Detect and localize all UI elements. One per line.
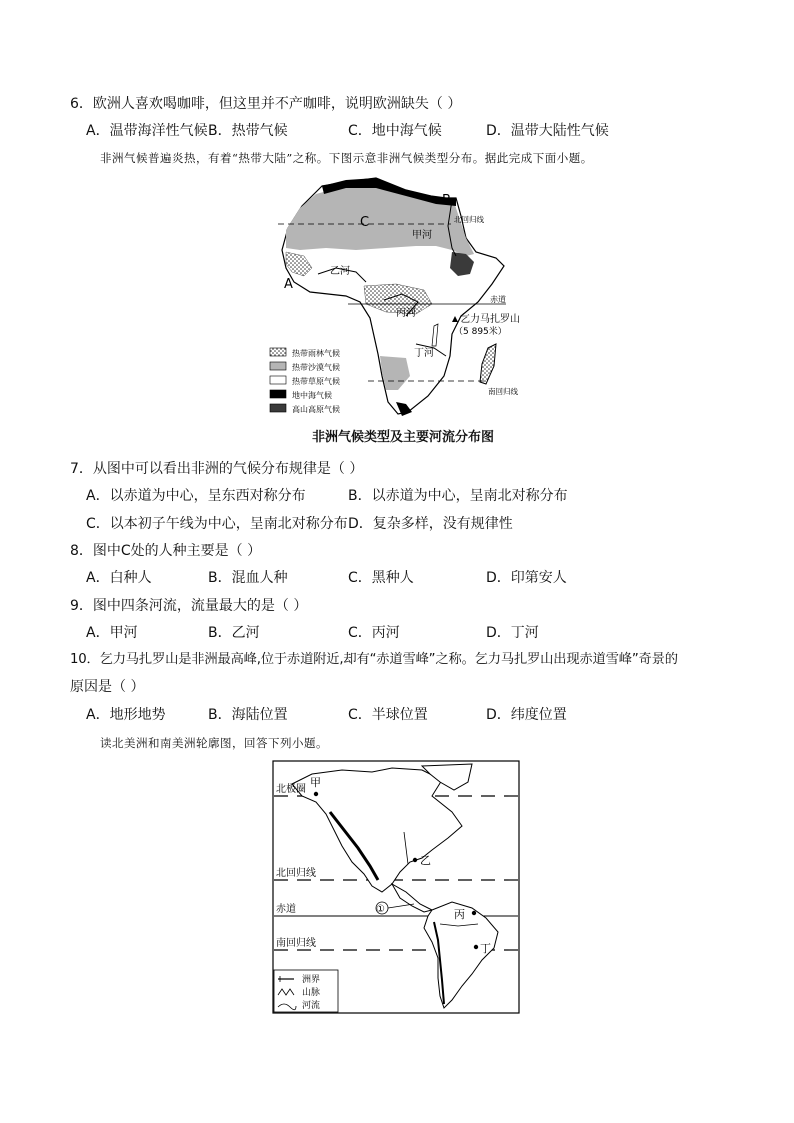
label-ding: 丁河	[414, 348, 434, 359]
q8-option-a[interactable]: A．白种人	[86, 570, 152, 586]
americas-outline-map	[272, 760, 520, 1014]
q7-option-c[interactable]: C．以本初子午线为中心，呈南北对称分布	[86, 516, 348, 532]
point-yi	[413, 858, 417, 862]
americas-legend	[274, 970, 338, 1012]
legend-label-desert: 热带沙漠气候	[292, 363, 340, 372]
q9-option-d[interactable]: D．丁河	[486, 625, 539, 641]
america-intro-text: 读北美洲和南美洲轮廓图，回答下列小题。	[100, 736, 328, 750]
label-arctic-circle: 北极圈	[276, 784, 306, 795]
label-yi: 乙	[420, 854, 431, 867]
point-bing	[472, 911, 476, 915]
question-6-stem: 6．欧洲人喜欢喝咖啡，但这里并不产咖啡，说明欧洲缺失（ ）	[70, 96, 462, 112]
africa-climate-map	[256, 176, 546, 421]
label-bing: 丙	[454, 908, 465, 921]
label-circle-1: ①	[376, 904, 385, 915]
label-tropic-south: 南回归线	[488, 387, 518, 396]
q9-option-a[interactable]: A．甲河	[86, 625, 138, 641]
label-jia: 甲	[310, 776, 321, 789]
question-8-stem: 8．图中C处的人种主要是（ ）	[70, 543, 262, 559]
legend-label-mediterranean: 地中海气候	[292, 391, 332, 400]
legend-label-rivers: 河流	[302, 1001, 321, 1011]
q7-option-a[interactable]: A．以赤道为中心，呈东西对称分布	[86, 488, 306, 504]
question-7-stem: 7．从图中可以看出非洲的气候分布规律是（ ）	[70, 461, 364, 477]
q8-option-d[interactable]: D．印第安人	[486, 570, 567, 586]
legend-label-mountains: 山脉	[302, 988, 321, 998]
q10-option-c[interactable]: C．半球位置	[348, 707, 428, 723]
legend-label-rainforest: 热带雨林气候	[292, 349, 340, 358]
q8-option-c[interactable]: C．黑种人	[348, 570, 414, 586]
legend-label-savanna: 热带草原气候	[292, 377, 340, 386]
africa-map-title: 非洲气候类型及主要河流分布图	[312, 430, 495, 445]
legend-label-boundary: 洲界	[302, 975, 321, 985]
legend-label-highland: 高山高原气候	[292, 405, 340, 414]
label-equator: 赤道	[490, 295, 506, 304]
africa-legend	[270, 348, 340, 414]
label-yi: 乙河	[330, 266, 350, 277]
label-equator: 赤道	[276, 904, 296, 915]
point-ding	[474, 945, 478, 949]
label-b: B	[442, 193, 451, 208]
q9-option-b[interactable]: B．乙河	[208, 625, 260, 641]
q6-option-a[interactable]: A．温带海洋性气候	[86, 123, 208, 139]
question-10-stem-line1: 10．乞力马扎罗山是非洲最高峰,位于赤道附近,却有“赤道雪峰”之称。乞力马扎罗山出现赤道雪峰”奇景的	[70, 652, 678, 667]
question-9-stem: 9．图中四条河流，流量最大的是（ ）	[70, 598, 308, 614]
q10-option-b[interactable]: B．海陆位置	[208, 707, 288, 723]
label-jia: 甲河	[412, 230, 432, 241]
q6-option-b[interactable]: B．热带气候	[208, 123, 288, 139]
label-tropic-south: 南回归线	[276, 938, 316, 949]
label-kilimanjaro: 乞力马扎罗山	[460, 314, 520, 325]
label-tropic-north: 北回归线	[276, 868, 316, 879]
q7-option-b[interactable]: B．以赤道为中心，呈南北对称分布	[348, 488, 568, 504]
label-c: C	[360, 215, 370, 230]
label-bing: 丙河	[396, 308, 416, 319]
point-jia	[314, 792, 318, 796]
label-ding: 丁	[480, 942, 491, 955]
question-10-stem-line2: 原因是（ ）	[70, 679, 145, 695]
q6-option-d[interactable]: D．温带大陆性气候	[486, 123, 609, 139]
q10-option-a[interactable]: A．地形地势	[86, 707, 166, 723]
label-tropic-north: 北回归线	[454, 215, 484, 224]
q8-option-b[interactable]: B．混血人种	[208, 570, 288, 586]
label-a: A	[284, 277, 293, 292]
label-kilimanjaro-height: （5 895米）	[454, 327, 507, 337]
q9-option-c[interactable]: C．丙河	[348, 625, 400, 641]
q10-option-d[interactable]: D．纬度位置	[486, 707, 567, 723]
q7-option-d[interactable]: D．复杂多样，没有规律性	[348, 516, 513, 532]
africa-intro-text: 非洲气候普遍炎热，有着“热带大陆”之称。下图示意非洲气候类型分布。据此完成下面小题。	[100, 151, 593, 165]
madagascar	[480, 344, 496, 384]
q6-option-c[interactable]: C．地中海气候	[348, 123, 442, 139]
